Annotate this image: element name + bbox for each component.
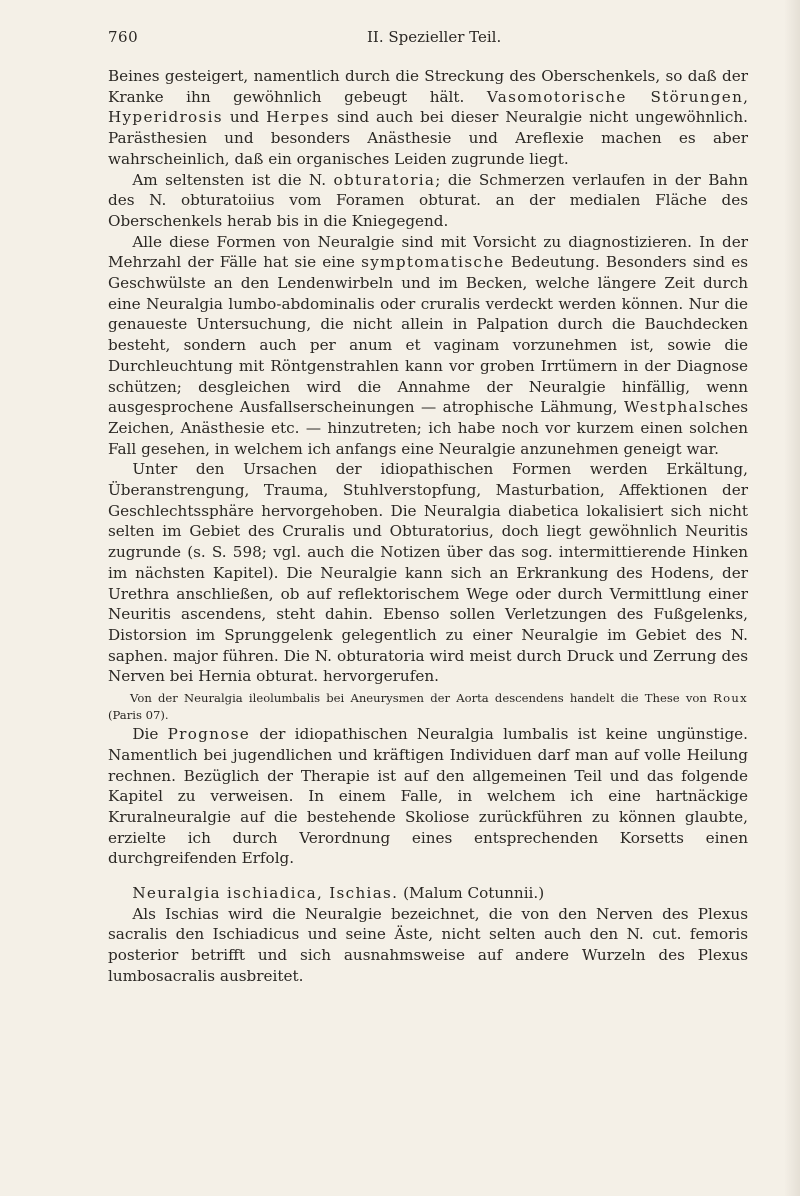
footnote-small [108,690,748,724]
text-run: ; die Schmerzen verlaufen in der Bahn des N. obturatoiius vom Foramen obturat. an der medialen Fläche des Oberschenkels herab bis in die Kniegegend. [108,170,748,230]
spaced-term: Prognose [167,725,251,744]
text-run: (Paris 07). [108,708,169,723]
section-gap [108,869,748,883]
running-title: II. Spezieller Teil. [367,28,502,46]
paragraph-vasomotor [108,66,748,170]
text-run: Bedeutung. Besonders sind es Geschwülste an den Lendenwirbeln und im Becken, welche längere Zeit durch eine Neuralgia lumbo-abdominalis oder cruralis verdeckt werden können. Nur die genaueste Untersuchung, die nicht allein in Palpation durch die Bauchdecken besteht, sondern auch per anum et vaginam vorzunehmen ist, sowie die Durchleuchtung mit Röntgenstrahlen kann vor groben Irrtümern in der Diagnose schützen; desgleichen wird die Annahme der Neuralgie hinfällig, wenn ausgesprochene Ausfallserscheinungen — atrophische Lähmung, [108,253,748,417]
text-run: sches Zeichen, Anästhesie etc. — hinzutreten; ich habe noch vor kurzem einen solchen Fall gesehen, in welchem ich anfangs eine Neuralgie anzunehmen geneigt war. [108,398,748,458]
text-run: Beines gesteigert, namentlich durch die Streckung des Oberschenkels, so daß der Kranke ihn gewöhnlich gebeugt hält. [108,67,748,106]
scan-edge-shadow [784,0,800,1196]
paragraph-ischias-definition: Als Ischias wird die Neuralgie bezeichnet, die von den Nerven des Plexus sacralis den Ischiadicus und seine Äste, nicht selten auch den N. cut. femoris posterior betrifft und sich ausnahmsweise auf andere Wurzeln des Plexus lumbosacralis ausbreitet. [108,904,748,985]
section-heading-ischias [108,883,748,904]
body-text [108,66,748,987]
text-run: Von der Neuralgia ileolumbalis bei Aneurysmen der Aorta descendens handelt die These von [130,691,714,706]
paragraph-prognosis [108,724,748,869]
section-heading-subtitle: (Malum Cotunnii.) [398,884,545,903]
spaced-term: Hyperidrosis [108,108,223,127]
paragraph-obturatoria [108,170,748,232]
text-run: der idiopathischen Neuralgia lumbalis ist keine ungünstige. Namentlich bei jugendlichen und kräftigen Individuen darf man auf volle Heilung rechnen. Bezüglich der Therapie ist auf den allgemeinen Teil und das folgende Kapitel zu verweisen. In einem Falle, in welchem ich eine hartnäckige Kruralneuralgie auf die bestehende Skoliose zurückführen zu können glaubte, erzielte ich durch Verordnung eines entsprechenden Korsetts einen durchgreifenden Erfolg. [108,725,748,868]
spaced-term: obturatoria [333,170,436,189]
spaced-term: Roux [713,691,748,706]
spaced-term: Westphal [624,398,706,417]
page-number: 760 [108,28,139,46]
section-heading-title: Neuralgia ischiadica, Ischias. [132,884,399,903]
paragraph-diagnosis [108,232,748,460]
text-run: sind auch bei dieser Neuralgie nicht ungewöhnlich. Parästhesien und besonders Anästhesie und Areflexie machen es aber wahrscheinlich, daß ein organisches Leiden zugrunde liegt. [108,108,748,168]
spaced-term: Herpes [266,108,330,127]
text-run: Die [132,725,168,744]
text-run: und [222,108,267,127]
text-run: Am seltensten ist die N. [132,170,334,189]
text-run: , [743,87,748,106]
running-head [108,27,748,51]
spaced-term: Vasomotorische Störungen [486,87,744,106]
spaced-term: symptomatische [361,253,505,272]
text-run: Alle diese Formen von Neuralgie sind mit Vorsicht zu diagnostizieren. In der Mehrzahl der Fälle hat sie eine [108,232,748,272]
paragraph-causes: Unter den Ursachen der idiopathischen Formen werden Erkältung, Überanstrengung, Trauma, Stuhlverstopfung, Masturbation, Affektionen der Geschlechtssphäre hervorgehoben. Die Neuralgia diabetica lokalisiert sich nicht selten im Gebiet des Cruralis und Obturatorius, doch liegt gewöhnlich Neuritis zugrunde (s. S. 598; vgl. auch die Notizen über das sog. intermittierende Hinken im nächsten Kapitel). Die Neuralgie kann sich an Erkrankung des Hodens, der Urethra anschließen, ob auf reflektorischem Wege oder durch Vermittlung einer Neuritis ascendens, steht dahin. Ebenso sollen Verletzungen des Fußgelenks, Distorsion im Sprunggelenk gelegentlich zu einer Neuralgie im Gebiet des N. saphen. major führen. Die N. obturatoria wird meist durch Druck und Zerrung des Nerven bei Hernia obturat. hervorgerufen. [108,460,748,686]
